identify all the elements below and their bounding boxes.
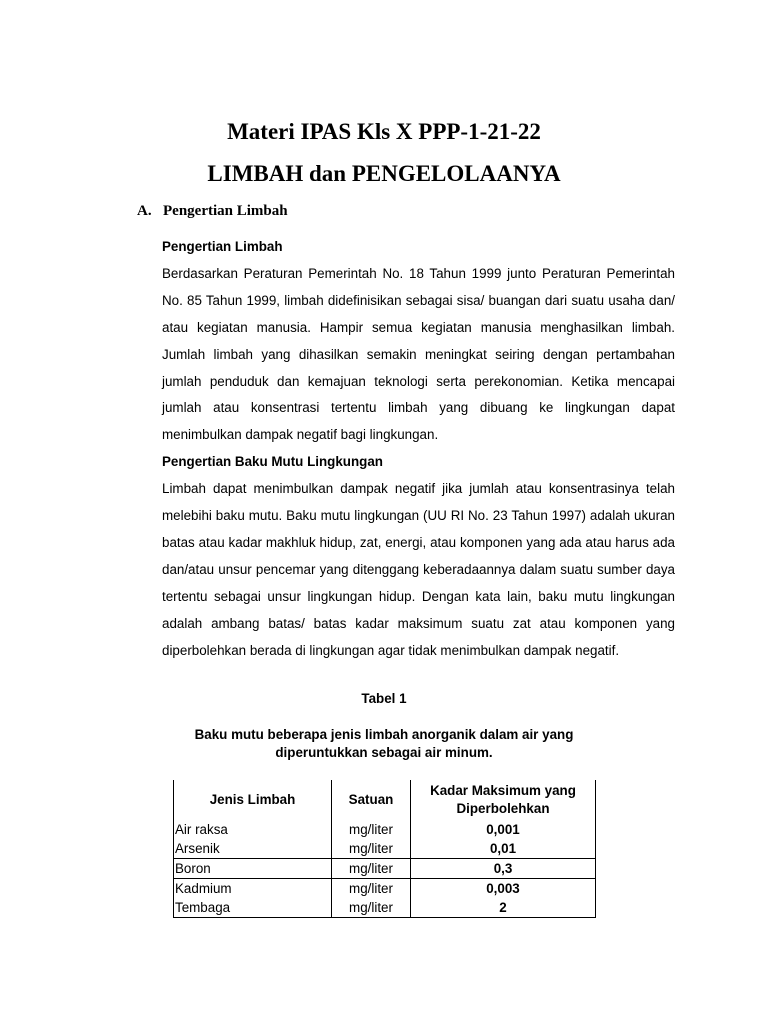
section-title: Pengertian Limbah <box>163 203 288 219</box>
subsection-heading-limbah: Pengertian Limbah <box>162 239 283 254</box>
subsection-heading-baku-mutu: Pengertian Baku Mutu Lingkungan <box>162 454 383 470</box>
table-row <box>174 820 596 839</box>
section-content <box>162 234 675 665</box>
header-kadar-maksimum: Kadar Maksimum yang Diperbolehkan <box>411 780 596 820</box>
table-row <box>174 879 596 899</box>
cell-satuan: mg/liter <box>332 859 411 879</box>
cell-jenis-limbah: Tembaga <box>174 898 332 918</box>
cell-kadar: 0,01 <box>411 839 596 859</box>
section-heading <box>137 203 288 220</box>
table-row <box>174 839 596 859</box>
table-row <box>174 898 596 918</box>
cell-jenis-limbah: Arsenik <box>174 839 332 859</box>
paragraph-definisi-limbah: Berdasarkan Peraturan Pemerintah No. 18 Tahun 1999 junto Peraturan Pemerintah No. 85 Tahun 1999, limbah didefinisikan sebagai sisa/ buangan dari suatu usaha dan/ atau kegiatan manusia. Hampir semua kegiatan manusia menghasilkan limbah. Jumlah limbah yang dihasilkan semakin meningkat seiring dengan pertambahan jumlah penduduk dan kemajuan teknologi serta perekonomian. Ketika mencapai jumlah atau konsentrasi tertentu limbah yang dibuang ke lingkungan dapat menimbulkan dampak negatif bagi lingkungan. <box>162 265 675 443</box>
table-row <box>174 859 596 879</box>
cell-jenis-limbah: Air raksa <box>174 820 332 839</box>
header-jenis-limbah: Jenis Limbah <box>174 780 332 820</box>
cell-kadar: 0,003 <box>411 879 596 899</box>
cell-kadar: 0,001 <box>411 820 596 839</box>
header-satuan: Satuan <box>332 780 411 820</box>
table-header-row <box>174 780 596 820</box>
cell-satuan: mg/liter <box>332 839 411 859</box>
table-caption: Baku mutu beberapa jenis limbah anorganik dalam air yang diperuntukkan sebagai air minum. <box>194 727 574 760</box>
table-label: Tabel 1 <box>361 691 407 706</box>
section-number: A. <box>137 203 152 219</box>
cell-satuan: mg/liter <box>332 820 411 839</box>
cell-satuan: mg/liter <box>332 879 411 899</box>
document-title: Materi IPAS Kls X PPP-1-21-22 <box>227 119 541 144</box>
cell-satuan: mg/liter <box>332 898 411 918</box>
cell-jenis-limbah: Boron <box>174 859 332 879</box>
cell-jenis-limbah: Kadmium <box>174 879 332 899</box>
paragraph-baku-mutu: Limbah dapat menimbulkan dampak negatif jika jumlah atau konsentrasinya telah melebihi baku mutu. Baku mutu lingkungan (UU RI No. 23 Tahun 1997) adalah ukuran batas atau kadar makhluk hidup, zat, energi, atau komponen yang ada atau harus ada dan/atau unsur pencemar yang ditenggang keberadaannya dalam suatu sumber daya tertentu sebagai unsur lingkungan hidup. Dengan kata lain, baku mutu lingkungan adalah ambang batas/ batas kadar maksimum suatu zat atau komponen yang diperbolehkan berada di lingkungan agar tidak menimbulkan dampak negatif. <box>162 481 675 658</box>
limits-table <box>173 780 596 918</box>
cell-kadar: 0,3 <box>411 859 596 879</box>
document-subtitle: LIMBAH dan PENGELOLAANYA <box>207 161 561 186</box>
cell-kadar: 2 <box>411 898 596 918</box>
